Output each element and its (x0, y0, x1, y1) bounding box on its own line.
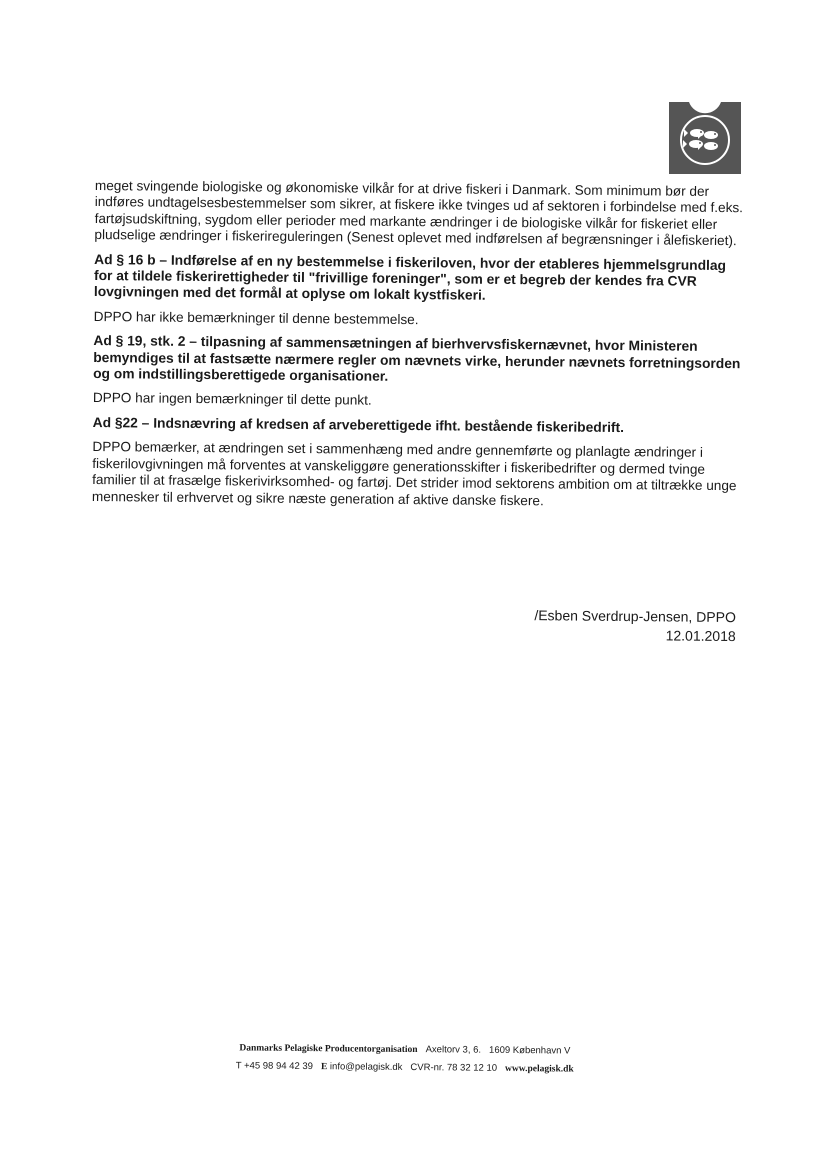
footer-email[interactable]: info@pelagisk.dk (329, 1061, 403, 1073)
signature-date: 12.01.2018 (665, 627, 736, 645)
footer-email-label: E (320, 1062, 328, 1073)
signature-name: /Esben Sverdrup-Jensen, DPPO (534, 607, 736, 626)
heading-section-16b: Ad § 16 b – Indførelse af en ny bestemmelse i fiskeriloven, hvor der etableres hjemmelsgrundlag for at tildele fiskerirettigheder til "frivillige foreninger", som er et begreb der kendes fra CVR lovgivningen med det formål at oplyse om lokalt kystfiskeri. (93, 251, 727, 304)
signature-block (520, 606, 736, 646)
footer-line-2 (200, 1057, 610, 1079)
heading-section-19: Ad § 19, stk. 2 – tilpasning af sammensætningen af bierhvervsfiskernævnet, hvor Ministeren bemyndiges til at fastsætte nærmere regler om nævnets virke, herunder nævnets forretningsorden og om indstillingsberettigede organisationer. (93, 333, 741, 384)
footer-cvr: CVR-nr. 78 32 12 10 (410, 1062, 498, 1074)
paragraph-intro: meget svingende biologiske og økonomiske vilkår for at drive fiskeri i Danmark. Som minimum bør der indføres undtagelsesbestemmelser som sikrer, at fiskere ikke tvinges ud af sektoren i forbindelse med f.eks. fartøjsudskiftning, sygdom eller perioder med markante ændringer i de biologiske vilkår for fiskeriet eller pludselige ændringer i fiskerireguleringen (Senest oplevet med indførelsen af begrænsninger i ålefiskeriet). (94, 178, 744, 249)
letter-body (92, 178, 745, 519)
footer-org: Danmarks Pelagiske Producentorganisation (239, 1043, 418, 1056)
logo-fish-icon (669, 102, 741, 174)
footer-website[interactable]: www.pelagisk.dk (505, 1063, 574, 1075)
paragraph-section-19: DPPO har ingen bemærkninger til dette punkt. (92, 390, 372, 409)
fish-school-icon (669, 102, 741, 174)
paragraph-section-22: DPPO bemærker, at ændringen set i sammenhæng med andre gennemførte og planlagte ændringer i fiskerilovgivningen må forventes at vanskeliggøre generationsskifter i fiskeribedrifter og dermed tvinge familier til at frasælge fiskerivirksomhed- og fartøj. Det strider imod sektorens ambition om at tiltrække unge mennesker til erhvervet og sikre næste generation af aktive danske fiskere. (91, 439, 737, 508)
footer-city: 1609 København V (489, 1044, 571, 1057)
footer (200, 1039, 610, 1079)
paragraph-section-16b: DPPO har ikke bemærkninger til denne bestemmelse. (93, 308, 419, 327)
footer-phone: T +45 98 94 42 39 (235, 1060, 314, 1073)
footer-address: Axeltorv 3, 6. (425, 1044, 482, 1056)
heading-section-22: Ad §22 – Indsnævring af kredsen af arveberettigede ifht. bestående fiskeribedrift. (92, 414, 625, 435)
